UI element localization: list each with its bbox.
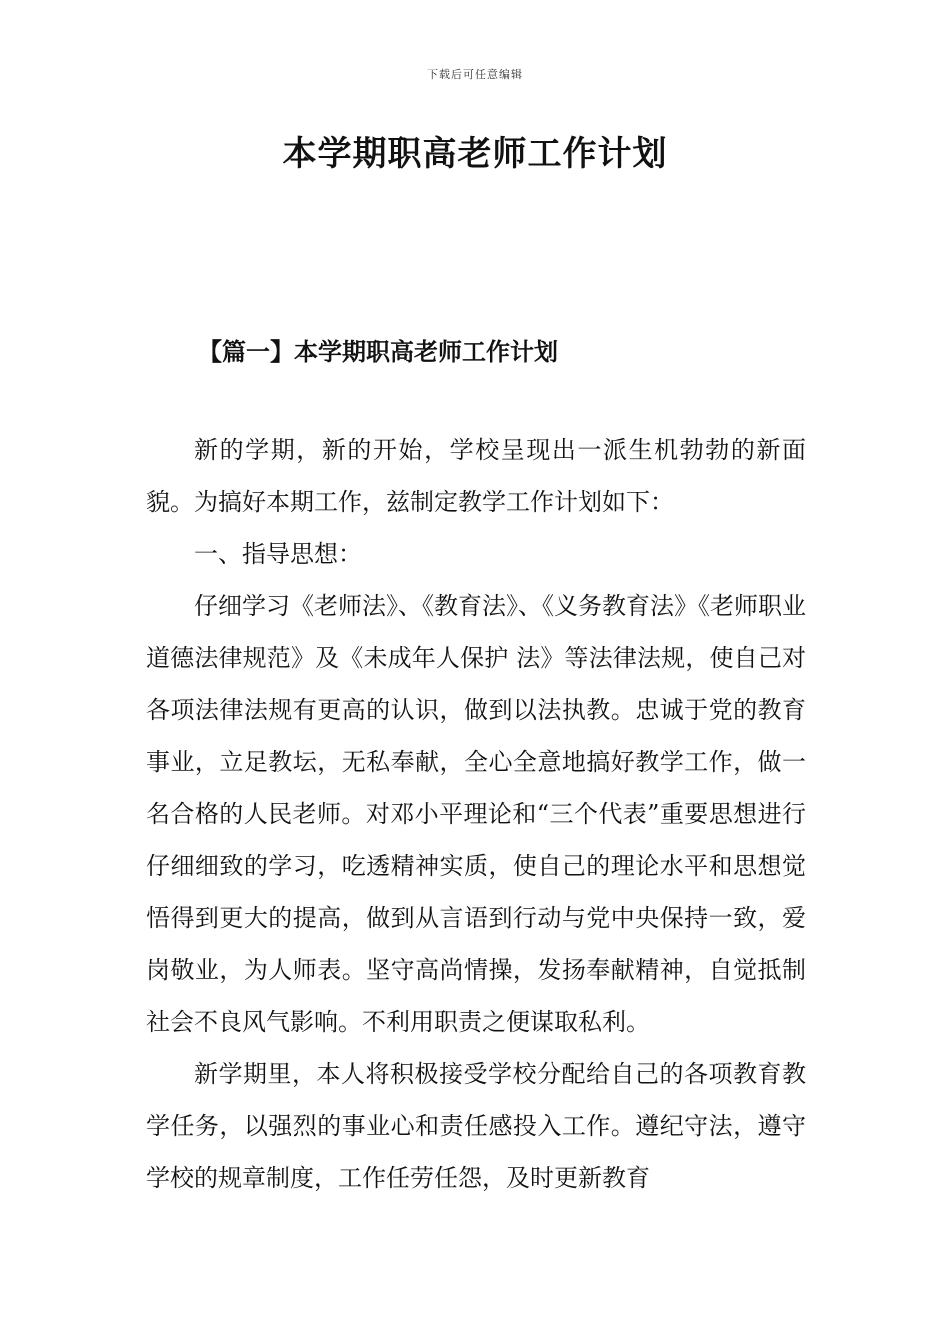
body-text: [146, 424, 806, 1204]
header-note: 下载后可任意编辑: [427, 68, 523, 81]
document-title: 本学期职高老师工作计划: [282, 134, 668, 174]
section-heading: 【篇一】本学期职高老师工作计划: [198, 337, 558, 366]
paragraph-new-semester: 新学期里，本人将积极接受学校分配给自己的各项教育教学任务，以强烈的事业心和责任感投入工作。遵纪守法，遵守学校的规章制度，工作任劳任怨，及时更新教育: [146, 1060, 806, 1192]
paragraph-intro: 新的学期，新的开始，学校呈现出一派生机勃勃的新面貌。为搞好本期工作，兹制定教学工作计划如下：: [146, 436, 806, 516]
paragraph-guiding-heading: 一、指导思想：: [194, 540, 362, 568]
paragraph-guiding-content: 仔细学习《老师法》、《教育法》、《义务教育法》《老师职业道德法律规范》及《未成年人保护 法》等法律法规，使自己对各项法律法规有更高的认识，做到以法执教。忠诚于党的教育事业，立足教坛，无私奉献，全心全意地搞好教学工作，做一名合格的人民老师。对邓小平理论和“三个代表”重要思想进行仔细细致的学习，吃透精神实质，使自己的理论水平和思想觉悟得到更大的提高，做到从言语到行动与党中央保持一致，爱岗敬业，为人师表。坚守高尚情操，发扬奉献精神，自觉抵制社会不良风气影响。不利用职责之便谋取私利。: [146, 592, 806, 1036]
